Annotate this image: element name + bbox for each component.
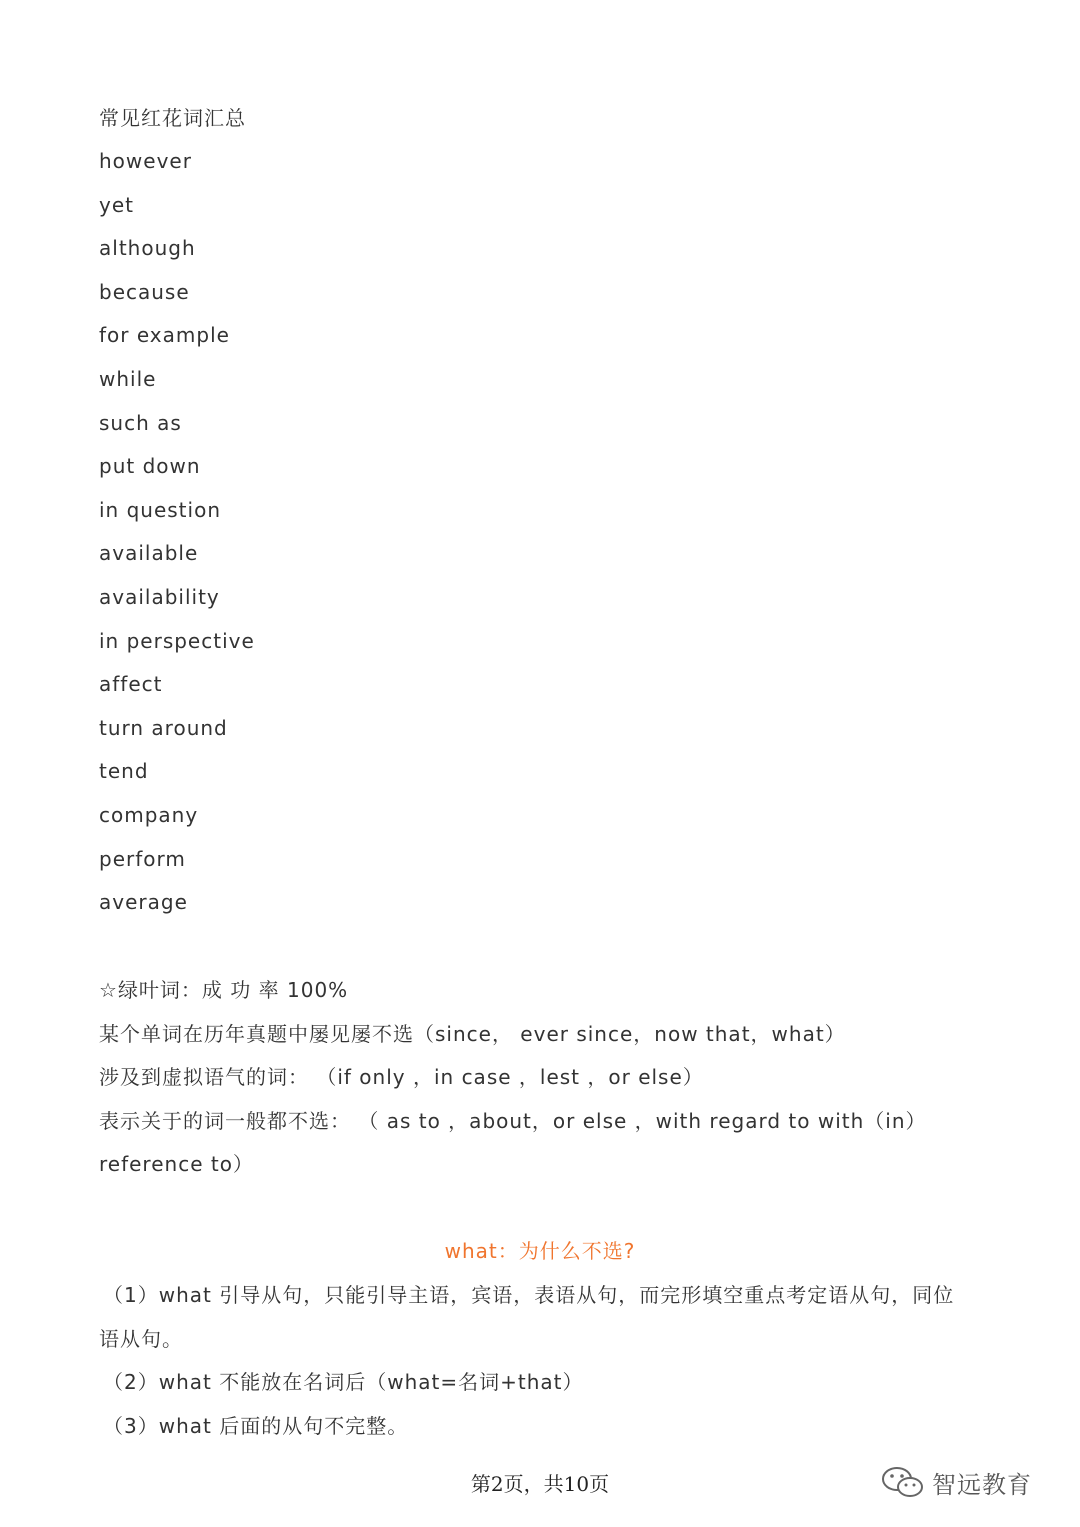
red-word: perform [99, 846, 186, 871]
red-word: put down [99, 454, 201, 479]
red-word: although [99, 236, 196, 261]
what-point-3: （3）what 后面的从句不完整。 [103, 1414, 409, 1438]
page-number: 第2页，共10页 [470, 1472, 610, 1496]
green-heading-text: 绿叶词：成 功 率 100% [117, 978, 349, 1002]
what-point-1a: （1）what 引导从句，只能引导主语，宾语，表语从句，而完形填空重点考定语从句，同位 [103, 1283, 955, 1307]
green-line-1: 某个单词在历年真题中屡见屡不选（since， ever since，now that，what） [99, 1022, 846, 1046]
star-icon: ☆ [99, 978, 118, 1002]
red-word: average [99, 890, 188, 915]
red-word: available [99, 541, 199, 566]
red-word: for example [99, 323, 230, 348]
red-word: in question [99, 497, 221, 522]
green-line-4: reference to） [99, 1152, 254, 1176]
what-point-2: （2）what 不能放在名词后（what=名词+that） [103, 1370, 584, 1394]
red-word: such as [99, 410, 182, 435]
red-word: availability [99, 585, 220, 609]
red-word: affect [99, 672, 163, 697]
red-word: however [99, 149, 192, 173]
doc-title: 常见红花词汇总 [99, 106, 246, 130]
wechat-icon [880, 1465, 926, 1499]
red-word: while [99, 367, 157, 391]
red-word: turn around [99, 715, 228, 740]
red-word: in perspective [99, 628, 255, 653]
red-word: company [99, 803, 199, 827]
what-point-1b: 语从句。 [99, 1327, 183, 1351]
red-word: tend [99, 759, 149, 784]
red-word: yet [99, 192, 134, 217]
what-heading: what：为什么不选? [444, 1239, 636, 1263]
green-line-2: 涉及到虚拟语气的词： （if only ，in case ，lest ，or else） [99, 1065, 704, 1089]
watermark [880, 1462, 1032, 1502]
green-heading [99, 976, 348, 1004]
watermark-text: 智远教育 [932, 1470, 1032, 1499]
red-word: because [99, 279, 190, 304]
green-line-3: 表示关于的词一般都不选： （ as to ，about，or else ，with regard to with（in） [99, 1109, 927, 1133]
